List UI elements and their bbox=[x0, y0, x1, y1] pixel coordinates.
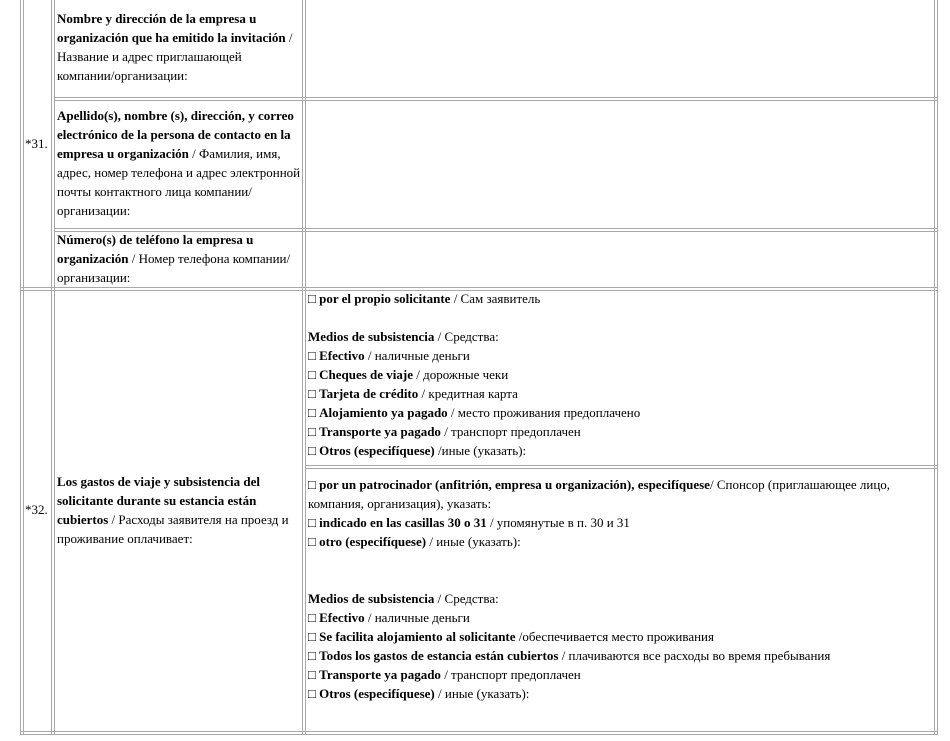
border-left-inner bbox=[23, 0, 24, 735]
contact-label bbox=[57, 106, 301, 220]
self-title-es: por el propio solicitante bbox=[319, 291, 451, 306]
row-number-31: *31. bbox=[25, 136, 48, 151]
checkbox-sponsor-cash[interactable] bbox=[308, 608, 933, 627]
option-ru: / место проживания предоплачено bbox=[447, 405, 641, 420]
checkbox-icon: □ bbox=[308, 348, 316, 363]
checkbox-self[interactable] bbox=[308, 289, 933, 308]
checkbox-icon: □ bbox=[308, 667, 316, 682]
hline-32 bbox=[20, 287, 938, 288]
checkbox-icon: □ bbox=[308, 386, 316, 401]
hline-31a bbox=[54, 97, 938, 98]
checkbox-icon: □ bbox=[308, 291, 316, 306]
hline-32-split bbox=[305, 465, 938, 466]
hline-32-split-2 bbox=[305, 468, 938, 469]
option-ru: /обеспечивается место проживания bbox=[515, 629, 714, 644]
phone-label-es: Número(s) de teléfono la empresa u organización bbox=[57, 232, 254, 266]
org-name-label-ru: / Название и адрес приглашающей компании/организации: bbox=[57, 30, 293, 83]
option-es: indicado en las casillas 30 o 31 bbox=[319, 515, 487, 530]
checkbox-icon: □ bbox=[308, 534, 316, 549]
border-right-a bbox=[934, 0, 935, 735]
option-ru: / упомянутые в п. 30 и 31 bbox=[486, 515, 630, 530]
checkbox-icon: □ bbox=[308, 648, 316, 663]
sponsor-means-ru: / Средства: bbox=[434, 591, 499, 606]
border-num-col-a bbox=[51, 0, 52, 735]
checkbox-sponsor[interactable] bbox=[308, 475, 933, 513]
self-title-ru: / Сам заявитель bbox=[450, 291, 541, 306]
hline-bottom bbox=[20, 731, 938, 732]
option-ru: / транспорт предоплачен bbox=[440, 424, 581, 439]
checkbox-icon: □ bbox=[308, 405, 316, 420]
contact-field[interactable] bbox=[307, 102, 933, 227]
org-name-field[interactable] bbox=[307, 2, 933, 96]
costs-label-es: Los gastos de viaje y subsistencia del solicitante durante su estancia están cubiertos bbox=[57, 474, 260, 527]
option-ru: / транспорт предоплачен bbox=[440, 667, 581, 682]
option-ru: / плачиваются все расходы во время пребывания bbox=[558, 648, 831, 663]
hline-31a-2 bbox=[54, 100, 938, 101]
hline-bottom-2 bbox=[20, 734, 938, 735]
option-es: Alojamiento ya pagado bbox=[319, 405, 448, 420]
checkbox-sponsor-other[interactable] bbox=[308, 684, 933, 703]
checkbox-sponsor-boxes[interactable] bbox=[308, 513, 933, 532]
border-left-outer bbox=[20, 0, 21, 735]
org-name-label-es: Nombre y dirección de la empresa u organización que ha emitido la invitación bbox=[57, 11, 286, 45]
sponsor-section bbox=[308, 475, 933, 703]
checkbox-self-cheques[interactable] bbox=[308, 365, 933, 384]
sponsor-title-es: por un patrocinador (anfitrión, empresa u organización), especifíquese bbox=[319, 477, 710, 492]
self-section bbox=[308, 289, 933, 460]
phone-label-ru: / Номер телефона компании/организации: bbox=[57, 251, 291, 285]
contact-label-es: Apellido(s), nombre (s), dirección, y correo electrónico de la persona de contacto en la empresa u organización bbox=[57, 108, 294, 161]
checkbox-icon: □ bbox=[308, 424, 316, 439]
border-label-col-a bbox=[302, 0, 303, 735]
checkbox-self-cash[interactable] bbox=[308, 346, 933, 365]
border-right-b bbox=[937, 0, 938, 735]
hline-31b bbox=[54, 228, 938, 229]
option-ru: / наличные деньги bbox=[364, 610, 470, 625]
option-ru: / иные (указать): bbox=[434, 686, 530, 701]
option-es: Otros (especifíquese) bbox=[319, 686, 435, 701]
sponsor-means-es: Medios de subsistencia bbox=[308, 591, 435, 606]
phone-field[interactable] bbox=[307, 233, 933, 286]
option-es: Se facilita alojamiento al solicitante bbox=[319, 629, 516, 644]
checkbox-icon: □ bbox=[308, 515, 316, 530]
checkbox-icon: □ bbox=[308, 367, 316, 382]
option-ru: / дорожные чеки bbox=[413, 367, 509, 382]
org-name-label bbox=[57, 9, 301, 85]
checkbox-self-lodging[interactable] bbox=[308, 403, 933, 422]
sponsor-title-ru: / Спонсор (приглашающее лицо, компания, организация), указать: bbox=[308, 477, 891, 511]
checkbox-icon: □ bbox=[308, 629, 316, 644]
option-ru: / иные (указать): bbox=[426, 534, 521, 549]
phone-label bbox=[57, 230, 301, 287]
option-es: Efectivo bbox=[319, 348, 365, 363]
checkbox-sponsor-lodging[interactable] bbox=[308, 627, 933, 646]
option-es: otro (especifíquese) bbox=[319, 534, 427, 549]
checkbox-icon: □ bbox=[308, 477, 316, 492]
checkbox-self-transport[interactable] bbox=[308, 422, 933, 441]
sponsor-means-heading bbox=[308, 589, 933, 608]
checkbox-sponsor-transport[interactable] bbox=[308, 665, 933, 684]
checkbox-self-card[interactable] bbox=[308, 384, 933, 403]
self-means-es: Medios de subsistencia bbox=[308, 329, 435, 344]
option-es: Cheques de viaje bbox=[319, 367, 413, 382]
row-number-32: *32. bbox=[25, 502, 48, 517]
option-ru: / кредитная карта bbox=[418, 386, 518, 401]
self-means-ru: / Средства: bbox=[434, 329, 499, 344]
checkbox-icon: □ bbox=[308, 443, 316, 458]
checkbox-icon: □ bbox=[308, 610, 316, 625]
border-num-col-b bbox=[54, 0, 55, 735]
option-es: Transporte ya pagado bbox=[319, 424, 441, 439]
option-es: Todos los gastos de estancia están cubiertos bbox=[319, 648, 559, 663]
contact-label-ru: / Фамилия, имя, адрес, номер телефона и адрес электронной почты контактного лица компании/организации: bbox=[57, 146, 301, 218]
option-ru: / наличные деньги bbox=[364, 348, 470, 363]
option-es: Tarjeta de crédito bbox=[319, 386, 419, 401]
option-es: Otros (especifíquese) bbox=[319, 443, 435, 458]
self-means-heading bbox=[308, 327, 933, 346]
costs-label bbox=[57, 472, 301, 548]
costs-label-ru: / Расходы заявителя на проезд и проживание оплачивает: bbox=[57, 512, 289, 546]
option-ru: /иные (указать): bbox=[434, 443, 527, 458]
checkbox-self-other[interactable] bbox=[308, 441, 933, 460]
option-es: Transporte ya pagado bbox=[319, 667, 441, 682]
option-es: Efectivo bbox=[319, 610, 365, 625]
checkbox-icon: □ bbox=[308, 686, 316, 701]
checkbox-sponsor-otro[interactable] bbox=[308, 532, 933, 551]
border-label-col-b bbox=[305, 0, 306, 735]
checkbox-sponsor-all-costs[interactable] bbox=[308, 646, 933, 665]
